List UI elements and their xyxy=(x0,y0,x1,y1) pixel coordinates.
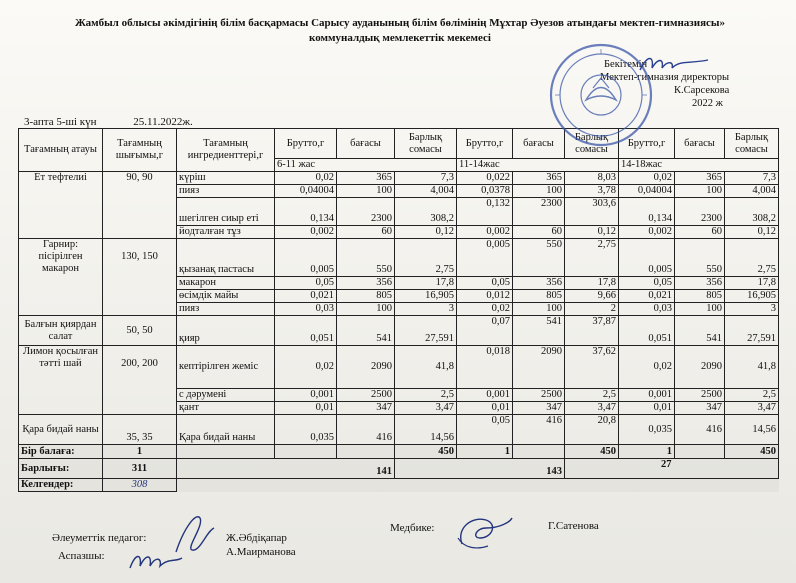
brutto-value: 0,02 xyxy=(457,303,513,316)
brutto-value: 0,05 xyxy=(619,277,675,290)
ingredient-name: пияз xyxy=(177,185,275,198)
approval-year: 2022 ж xyxy=(692,98,723,109)
approval-title: Бекітемін xyxy=(604,59,648,70)
price-value: 2090 xyxy=(513,346,565,389)
price-value: 100 xyxy=(337,185,395,198)
total-value: 17,8 xyxy=(395,277,457,290)
social-teacher-label: Әлеуметтік педагог: xyxy=(52,532,147,544)
price-value: 365 xyxy=(513,172,565,185)
price-value: 347 xyxy=(513,402,565,415)
header-price-3: бағасы xyxy=(675,129,725,159)
price-value: 347 xyxy=(337,402,395,415)
price-value: 541 xyxy=(337,316,395,346)
price-value: 60 xyxy=(337,226,395,239)
brutto-value: 0,05 xyxy=(275,277,337,290)
header-line-2: коммуналдық мемлекеттік мекемесі xyxy=(309,32,491,44)
ingredient-name: с дәрумені xyxy=(177,389,275,402)
ingredient-name: шегілген сиыр еті xyxy=(177,198,275,226)
price-value: 365 xyxy=(337,172,395,185)
brutto-value: 0,035 xyxy=(619,415,675,445)
brutto-value: 0,134 xyxy=(619,198,675,226)
brutto-value: 0,001 xyxy=(619,389,675,402)
total-value: 14,56 xyxy=(725,415,779,445)
brutto-value: 0,03 xyxy=(619,303,675,316)
brutto-value: 0,01 xyxy=(619,402,675,415)
brutto-value: 0,002 xyxy=(457,226,513,239)
price-value: 550 xyxy=(675,239,725,277)
director-signature xyxy=(636,50,712,78)
header-dish: Тағамның атауы xyxy=(19,129,103,172)
total-value: 303,6 xyxy=(565,198,619,226)
total-value: 7,3 xyxy=(395,172,457,185)
total-value: 37,62 xyxy=(565,346,619,389)
total-value: 2,75 xyxy=(725,239,779,277)
total-value: 2,75 xyxy=(395,239,457,277)
price-value: 100 xyxy=(675,303,725,316)
arrived-label: Келгендер: xyxy=(19,479,103,492)
ingredient-name: күріш xyxy=(177,172,275,185)
total-value: 3 xyxy=(725,303,779,316)
header-price-2: бағасы xyxy=(513,129,565,159)
price-value: 356 xyxy=(513,277,565,290)
total-value: 9,66 xyxy=(565,290,619,303)
price-value: 2300 xyxy=(513,198,565,226)
header-total-2: Барлық сомасы xyxy=(565,129,619,159)
header-brutto-1: Брутто,г xyxy=(275,129,337,159)
total-value: 308,2 xyxy=(395,198,457,226)
total-value: 3,47 xyxy=(565,402,619,415)
total-group-3: 27 xyxy=(565,459,779,479)
header-brutto-2: Брутто,г xyxy=(457,129,513,159)
age-group-2: 11-14жас xyxy=(457,159,619,172)
per-child-brutto-2: 1 xyxy=(457,445,513,459)
dish-output: 200, 200 xyxy=(103,346,177,415)
nurse-label: Медбике: xyxy=(390,522,435,534)
price-value: 416 xyxy=(513,415,565,445)
dish-name: Балғын қиярдан салат xyxy=(19,316,103,346)
price-value: 2500 xyxy=(675,389,725,402)
dish-name: Лимон қосылған тәтті шай xyxy=(19,346,103,415)
ingredient-name: макарон xyxy=(177,277,275,290)
total-value: 2,5 xyxy=(395,389,457,402)
total-value: 3 xyxy=(395,303,457,316)
total-value: 0,12 xyxy=(395,226,457,239)
nurse-name: Г.Сатенова xyxy=(548,520,599,532)
dish-name: Қара бидай наны xyxy=(19,415,103,445)
total-value: 4,004 xyxy=(395,185,457,198)
price-value: 550 xyxy=(513,239,565,277)
brutto-value: 0,01 xyxy=(275,402,337,415)
per-child-output: 1 xyxy=(103,445,177,459)
brutto-value: 0,132 xyxy=(457,198,513,226)
brutto-value: 0,005 xyxy=(457,239,513,277)
per-child-label: Бір балаға: xyxy=(19,445,103,459)
price-value: 365 xyxy=(675,172,725,185)
brutto-value: 0,03 xyxy=(275,303,337,316)
price-value: 2500 xyxy=(337,389,395,402)
cook-name: А.Маирманова xyxy=(226,546,296,558)
total-group-2: 143 xyxy=(395,459,565,479)
total-value: 0,12 xyxy=(565,226,619,239)
total-value: 4,004 xyxy=(725,185,779,198)
total-value: 17,8 xyxy=(725,277,779,290)
per-child-total-2: 450 xyxy=(565,445,619,459)
age-group-3: 14-18жас xyxy=(619,159,779,172)
brutto-value: 0,001 xyxy=(457,389,513,402)
brutto-value: 0,021 xyxy=(275,290,337,303)
header-line-1: Жамбыл облысы әкімдігінің білім басқармасы Сарысу ауданының білім бөлімінің Мұхтар Әуезов атындағы мектеп-гимназиясы» xyxy=(75,17,725,29)
week-day: 3-апта 5-ші күн xyxy=(24,116,97,128)
per-child-total-1: 450 xyxy=(395,445,457,459)
price-value: 100 xyxy=(513,185,565,198)
price-value: 347 xyxy=(675,402,725,415)
brutto-value: 0,002 xyxy=(275,226,337,239)
document-header xyxy=(20,16,780,46)
header-ingredient: Тағамның ингредиенттері,г xyxy=(177,129,275,172)
price-value: 416 xyxy=(675,415,725,445)
per-child-total-3: 450 xyxy=(725,445,779,459)
brutto-value: 0,05 xyxy=(457,415,513,445)
price-value: 805 xyxy=(513,290,565,303)
dish-output: 50, 50 xyxy=(103,316,177,346)
nurse-signature xyxy=(452,508,516,552)
total-value: 37,87 xyxy=(565,316,619,346)
total-value: 2 xyxy=(565,303,619,316)
header-price-1: бағасы xyxy=(337,129,395,159)
brutto-value: 0,005 xyxy=(619,239,675,277)
total-value: 16,905 xyxy=(395,290,457,303)
price-value: 100 xyxy=(675,185,725,198)
brutto-value: 0,005 xyxy=(275,239,337,277)
approval-name: К.Сарсекова xyxy=(674,85,730,96)
brutto-value: 0,02 xyxy=(619,172,675,185)
ingredient-name: қызанақ пастасы xyxy=(177,239,275,277)
brutto-value: 0,02 xyxy=(275,346,337,389)
brutto-value: 0,001 xyxy=(275,389,337,402)
price-value: 2300 xyxy=(675,198,725,226)
dish-output: 90, 90 xyxy=(103,172,177,239)
price-value: 550 xyxy=(337,239,395,277)
approval-position: Мектеп-гимназия директоры xyxy=(600,72,730,83)
ingredient-name: қияр xyxy=(177,316,275,346)
total-value: 17,8 xyxy=(565,277,619,290)
ingredient-name: Қара бидай наны xyxy=(177,415,275,445)
total-output: 311 xyxy=(103,459,177,479)
brutto-value: 0,051 xyxy=(275,316,337,346)
social-teacher-name: Ж.Әбдіқапар xyxy=(226,532,287,544)
brutto-value: 0,02 xyxy=(619,346,675,389)
total-value: 16,905 xyxy=(725,290,779,303)
total-value: 308,2 xyxy=(725,198,779,226)
ingredient-name: йодталған тұз xyxy=(177,226,275,239)
total-label: Барлығы: xyxy=(19,459,103,479)
ingredient-name: кептірілген жеміс xyxy=(177,346,275,389)
cook-signature xyxy=(126,546,186,576)
brutto-value: 0,01 xyxy=(457,402,513,415)
total-value: 2,5 xyxy=(725,389,779,402)
menu-table xyxy=(18,128,779,492)
age-group-1: 6-11 жас xyxy=(275,159,457,172)
brutto-value: 0,04004 xyxy=(619,185,675,198)
total-value: 7,3 xyxy=(725,172,779,185)
brutto-value: 0,0378 xyxy=(457,185,513,198)
brutto-value: 0,002 xyxy=(619,226,675,239)
header-brutto-3: Брутто,г xyxy=(619,129,675,159)
total-value: 41,8 xyxy=(725,346,779,389)
price-value: 805 xyxy=(337,290,395,303)
brutto-value: 0,04004 xyxy=(275,185,337,198)
brutto-value: 0,022 xyxy=(457,172,513,185)
price-value: 2500 xyxy=(513,389,565,402)
dish-output: 35, 35 xyxy=(103,415,177,445)
total-value: 3,78 xyxy=(565,185,619,198)
price-value: 541 xyxy=(675,316,725,346)
brutto-value: 0,021 xyxy=(619,290,675,303)
total-value: 41,8 xyxy=(395,346,457,389)
menu-date: 25.11.2022ж. xyxy=(133,116,193,128)
arrived-value: 308 xyxy=(103,479,177,492)
dish-name: Гарнир: пісірілген макарон xyxy=(19,239,103,316)
price-value: 356 xyxy=(337,277,395,290)
brutto-value: 0,07 xyxy=(457,316,513,346)
price-value: 2090 xyxy=(337,346,395,389)
price-value: 416 xyxy=(337,415,395,445)
ingredient-name: қант xyxy=(177,402,275,415)
price-value: 60 xyxy=(513,226,565,239)
total-value: 8,03 xyxy=(565,172,619,185)
brutto-value: 0,05 xyxy=(457,277,513,290)
brutto-value: 0,012 xyxy=(457,290,513,303)
total-value: 3,47 xyxy=(395,402,457,415)
per-child-brutto-3: 1 xyxy=(619,445,675,459)
brutto-value: 0,02 xyxy=(275,172,337,185)
total-value: 2,5 xyxy=(565,389,619,402)
brutto-value: 0,035 xyxy=(275,415,337,445)
brutto-value: 0,018 xyxy=(457,346,513,389)
total-value: 27,591 xyxy=(395,316,457,346)
brutto-value: 0,051 xyxy=(619,316,675,346)
header-total-1: Барлық сомасы xyxy=(395,129,457,159)
header-output: Тағамның шығымы,г xyxy=(103,129,177,172)
total-group-1: 141 xyxy=(177,459,395,479)
dish-output: 130, 150 xyxy=(103,239,177,316)
brutto-value: 0,134 xyxy=(275,198,337,226)
price-value: 541 xyxy=(513,316,565,346)
total-value: 3,47 xyxy=(725,402,779,415)
cook-label: Аспазшы: xyxy=(58,550,105,562)
price-value: 356 xyxy=(675,277,725,290)
total-value: 0,12 xyxy=(725,226,779,239)
header-total-3: Барлық сомасы xyxy=(725,129,779,159)
total-value: 14,56 xyxy=(395,415,457,445)
price-value: 805 xyxy=(675,290,725,303)
dish-name: Ет тефтелиі xyxy=(19,172,103,239)
ingredient-name: өсімдік майы xyxy=(177,290,275,303)
price-value: 100 xyxy=(337,303,395,316)
price-value: 60 xyxy=(675,226,725,239)
price-value: 2300 xyxy=(337,198,395,226)
price-value: 100 xyxy=(513,303,565,316)
total-value: 20,8 xyxy=(565,415,619,445)
total-value: 27,591 xyxy=(725,316,779,346)
ingredient-name: пияз xyxy=(177,303,275,316)
price-value: 2090 xyxy=(675,346,725,389)
total-value: 2,75 xyxy=(565,239,619,277)
week-info xyxy=(24,116,193,128)
